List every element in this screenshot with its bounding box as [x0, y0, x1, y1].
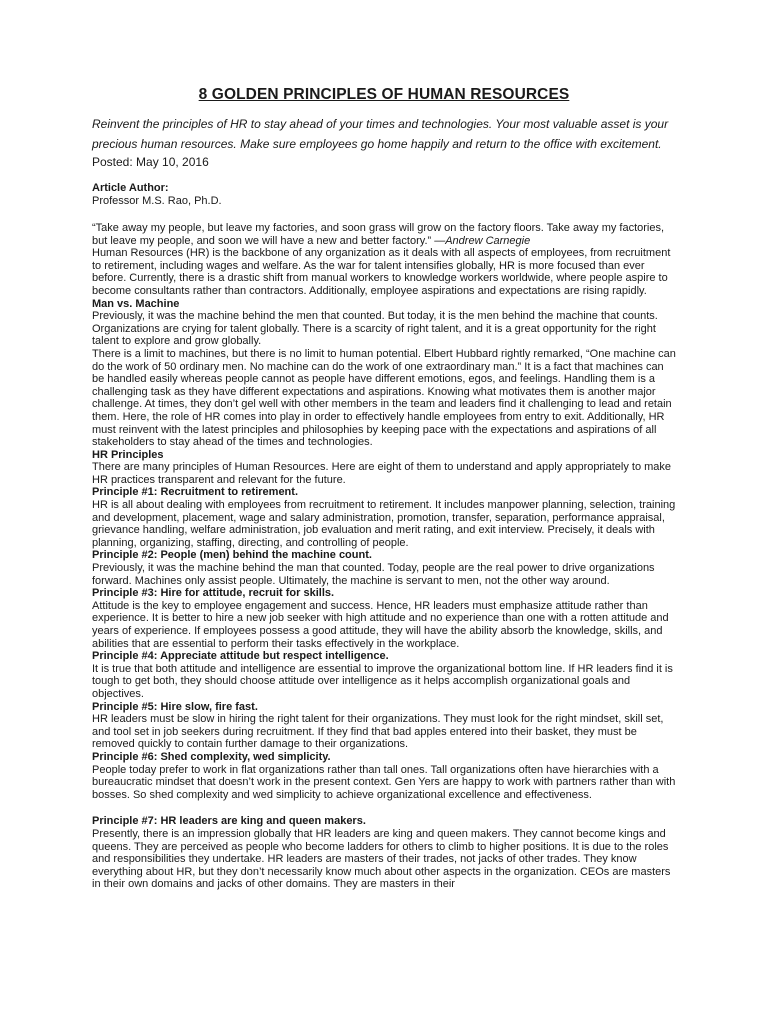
paragraph: There is a limit to machines, but there is no limit to human potential. Elbert Hubbard rightly remarked, “One machine can do the work of 50 ordinary men. No machine can do the work of one extraordinary man.” It is a fact that machines can be handled easily whereas people cannot as people have different emotions, egos, and feelings. Handling them is a challenging task as they have different expectations and aspirations. Knowing what motivates them is another major challenge. At times, they don’t gel well with other members in the team and leaders find it challenging to lead and retain them. Here, the role of HR comes into play in order to effectively handle employees from entry to exit. Additionally, HR must reinvent with the latest principles and philosophies by keeping pace with the expectations and aspirations of all stakeholders to stay ahead of the times and technologies. [92, 347, 676, 449]
article-lead: Reinvent the principles of HR to stay ahead of your times and technologies. Your most valuable asset is your precious human resources. Make sure employees go home happily and return to the office with excitement. [92, 117, 669, 151]
paragraph: Previously, it was the machine behind the men that counted. But today, it is the men behind the machine that counts. Organizations are crying for talent globally. There is a scarcity of right talent, and it is a great opportunity for the right talent to explore and grow globally. [92, 310, 658, 348]
principle-text-1: HR is all about dealing with employees from recruitment to retirement. It includes manpower planning, selection, training and development, placement, wage and salary administration, promotion, transfer, separation, performance appraisal, grievance handling, welfare administration, job evaluation and merit rating, and exit interview. Precisely, it deals with planning, organizing, staffing, directing, and controlling of people. [92, 499, 676, 549]
author-label: Article Author: [92, 182, 169, 194]
article-page [92, 86, 676, 891]
article-title: 8 GOLDEN PRINCIPLES OF HUMAN RESOURCES [198, 86, 570, 103]
posted-date: Posted: May 10, 2016 [92, 155, 209, 169]
author-name: Professor M.S. Rao, Ph.D. [92, 195, 222, 207]
principle-heading-3: Principle #3: Hire for attitude, recruit for skills. [92, 587, 335, 600]
principle-text-6: People today prefer to work in flat organizations rather than tall ones. Tall organizations often have hierarchies with a bureaucratic mindset that doesn’t work in the present context. Gen Yers are happy to work with partners rather than with bosses. So shed complexity and wed simplicity to achieve organizational excellence and effectiveness. [92, 763, 676, 801]
paragraph: There are many principles of Human Resources. Here are eight of them to understand and apply appropriately to make HR practices transparent and relevant for the future. [92, 461, 672, 486]
section-heading-man-vs-machine: Man vs. Machine [92, 297, 180, 310]
quote-text: “Take away my people, but leave my factories, and soon grass will grow on the factory floors. Take away my factories, but leave my people, and soon we will have a new and better factory.” [92, 222, 665, 247]
principle-text-7: Presently, there is an impression globally that HR leaders are king and queen makers. They cannot become kings and queens. They are perceived as people who become ladders for others to climb to higher positions. It is due to the roles and responsibilities they undertake. HR leaders are masters of their trades, not jacks of other trades. They know everything about HR, but they don’t necessarily know much about other aspects in the organization. CEOs are masters in their own domains and jacks of other domains. They are masters in their [92, 827, 671, 891]
principle-heading-2: Principle #2: People (men) behind the machine count. [92, 549, 372, 562]
section-heading-hr-principles: HR Principles [92, 448, 164, 461]
principle-heading-6: Principle #6: Shed complexity, wed simplicity. [92, 750, 331, 763]
principle-text-2: Previously, it was the machine behind the man that counted. Today, people are the real power to drive organizations forward. Machines only assist people. Ultimately, the machine is servant to men, not the other way around. [92, 562, 655, 587]
principle-heading-1: Principle #1: Recruitment to retirement. [92, 486, 298, 499]
quote-attribution: —Andrew Carnegie [434, 234, 531, 247]
spacer [92, 801, 676, 815]
principle-text-4: It is true that both attitude and intelligence are essential to improve the organizational bottom line. If HR leaders find it is tough to get both, they should choose attitude over intelligence as it helps accomplish organizational goals and objectives. [92, 662, 673, 700]
principle-text-3: Attitude is the key to employee engagement and success. Hence, HR leaders must emphasize attitude rather than experience. It is better to hire a new job seeker with high attitude and no experience than one with a rotten attitude and years of experience. If employees possess a good attitude, they will have the ability absorb the knowledge, skills, and abilities that are essential to perform their tasks effectively in the workplace. [92, 599, 669, 650]
intro-paragraph: Human Resources (HR) is the backbone of any organization as it deals with all aspects of employees, from recruitment to retirement, including wages and welfare. As the war for talent intensifies globally, HR is more focused than ever before. Currently, there is a drastic shift from manual workers to knowledge workers worldwide, where people aspire to become consultants rather than contractors. Additionally, employee aspirations and expectations are rising rapidly. [92, 247, 671, 297]
principle-text-5: HR leaders must be slow in hiring the right talent for their organizations. They must look for the right mindset, skill set, and tool set in job seekers during recruitment. If they find that bad apples entered into their basket, they must be removed quickly to contain further damage to their organizations. [92, 713, 664, 751]
principle-heading-4: Principle #4: Appreciate attitude but respect intelligence. [92, 650, 389, 663]
principle-heading-7: Principle #7: HR leaders are king and queen makers. [92, 815, 366, 828]
opening-quote [92, 222, 676, 247]
principle-heading-5: Principle #5: Hire slow, fire fast. [92, 700, 258, 713]
